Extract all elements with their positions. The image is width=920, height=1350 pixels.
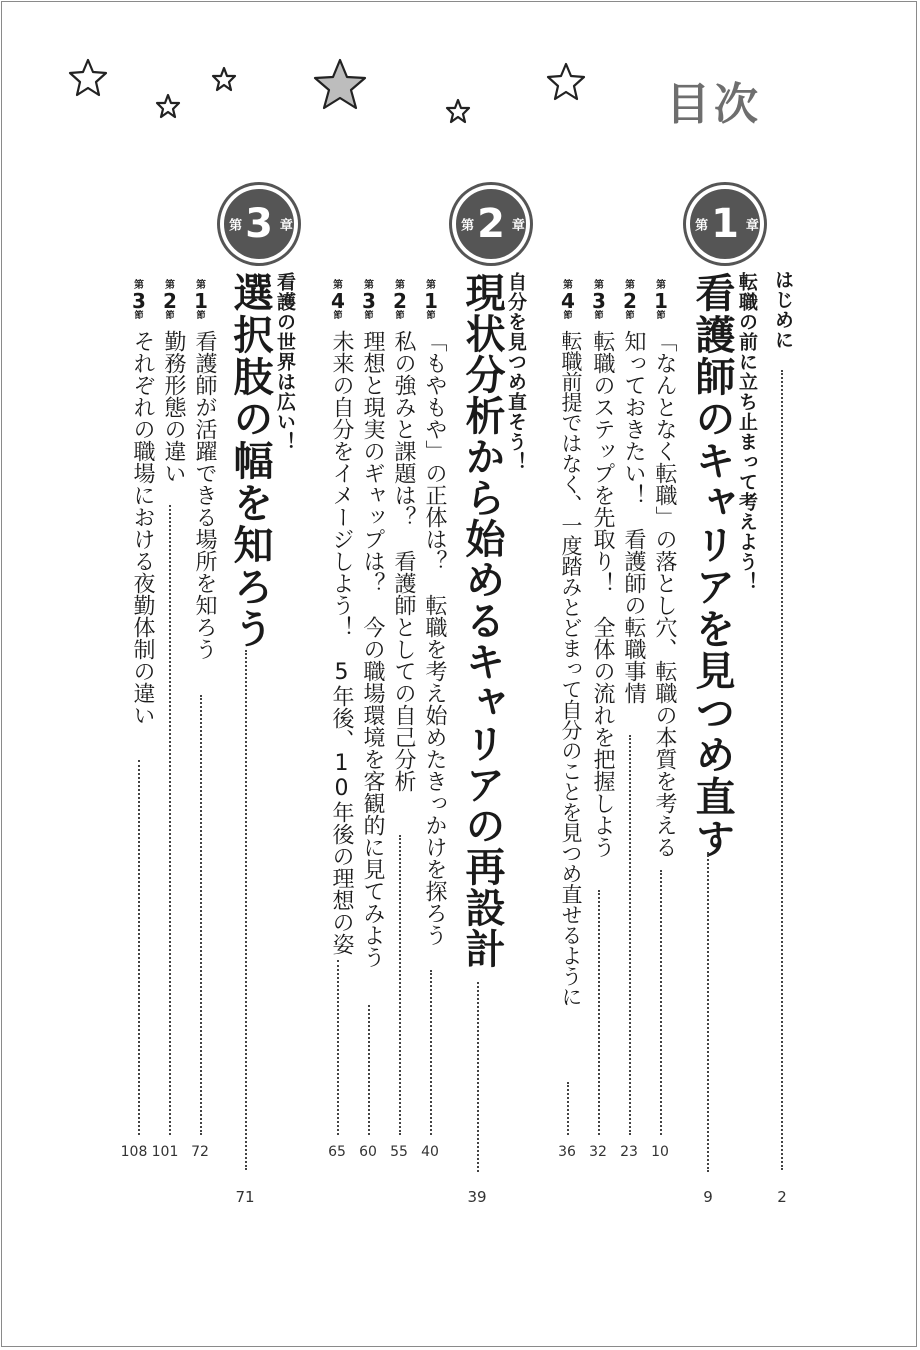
chapter-title: 看護師のキャリアを見つめ直す: [689, 272, 735, 860]
star-icon: [213, 68, 235, 90]
leader-dots: [169, 505, 171, 1135]
page-number: 36: [558, 1144, 576, 1160]
section-title: 転職のステップを先取り！ 全体の流れを把握しよう: [590, 330, 615, 858]
page-number: 60: [359, 1144, 377, 1160]
leader-dots: [598, 890, 600, 1135]
chapter-kicker: 看護の世界は広い！: [274, 272, 296, 452]
leader-dots: [337, 960, 339, 1135]
page-number: 32: [589, 1144, 607, 1160]
leader-dots: [660, 870, 662, 1135]
section-number: 第 2 節: [163, 280, 177, 321]
leader-dots: [477, 982, 479, 1172]
page-number: 108: [120, 1144, 148, 1160]
page-number: 40: [421, 1144, 439, 1160]
leader-dots: [781, 370, 783, 1170]
section-number: 第 3 節: [132, 280, 146, 321]
section-number: 第 3 節: [592, 280, 606, 321]
page-number: 9: [703, 1188, 713, 1206]
page-number: 23: [620, 1144, 638, 1160]
page-number: 55: [390, 1144, 408, 1160]
section-number: 第 4 節: [331, 280, 345, 321]
section-title: 知っておきたい！ 看護師の転職事情: [621, 330, 646, 704]
section-number: 第 3 節: [362, 280, 376, 321]
section-number: 第 2 節: [623, 280, 637, 321]
section-number: 第 1 節: [194, 280, 208, 321]
section-title: 「なんとなく転職」の落とし穴、転職の本質を考える: [652, 330, 677, 858]
chapter-kicker: 転職の前に立ち止まって考えよう！: [736, 272, 758, 592]
section-number: 第 1 節: [654, 280, 668, 321]
leader-dots: [399, 835, 401, 1135]
leader-dots: [629, 735, 631, 1135]
leader-dots: [707, 852, 709, 1172]
section-title: 看護師が活躍できる場所を知ろう: [192, 330, 217, 660]
chapter-badge: 第 1 章: [686, 185, 764, 263]
star-icon: [70, 60, 106, 95]
chapter-badge: 第 2 章: [452, 185, 530, 263]
toc-title: 目次: [666, 79, 762, 130]
section-title: それぞれの職場における夜勤体制の違い: [130, 330, 155, 726]
chapter-title: 現状分析から始めるキャリアの再設計: [459, 272, 505, 969]
chapter-badge: 第 3 章: [220, 185, 298, 263]
page-number: 101: [151, 1144, 179, 1160]
section-title: 勤務形態の違い: [161, 330, 186, 484]
star-icon: [447, 100, 469, 122]
page-number: 2: [777, 1188, 787, 1206]
chapter-title: 選択肢の幅を知ろう: [227, 272, 273, 650]
leader-dots: [200, 695, 202, 1135]
section-title: 理想と現実のギャップは？ 今の職場環境を客観的に見てみよう: [360, 330, 385, 968]
leader-dots: [245, 650, 247, 1170]
section-title: 未来の自分をイメージしよう！ 5年後、10年後の理想の姿: [329, 330, 354, 955]
chapter-kicker: 自分を見つめ直そう！: [505, 272, 527, 472]
section-title: 転職前提ではなく、一度踏みとどまって自分のことを見つめ直せるように: [559, 330, 583, 1007]
page-number: 65: [328, 1144, 346, 1160]
star-icon: [315, 60, 365, 108]
leader-dots: [368, 1005, 370, 1135]
leader-dots: [567, 1082, 569, 1135]
section-title: 「もやもや」の正体は？ 転職を考え始めたきっかけを探ろう: [422, 330, 447, 946]
section-number: 第 1 節: [424, 280, 438, 321]
star-icon: [548, 64, 584, 99]
section-number: 第 4 節: [561, 280, 575, 321]
page-number: 39: [467, 1188, 487, 1206]
section-title: 私の強みと課題は？ 看護師としての自己分析: [391, 330, 416, 792]
leader-dots: [138, 760, 140, 1135]
page-number: 71: [235, 1188, 255, 1206]
leader-dots: [430, 970, 432, 1135]
star-icon: [157, 95, 179, 117]
star-decoration: [0, 0, 920, 160]
intro-label: はじめに: [772, 270, 794, 350]
section-number: 第 2 節: [393, 280, 407, 321]
page-number: 10: [651, 1144, 669, 1160]
page-number: 72: [191, 1144, 209, 1160]
